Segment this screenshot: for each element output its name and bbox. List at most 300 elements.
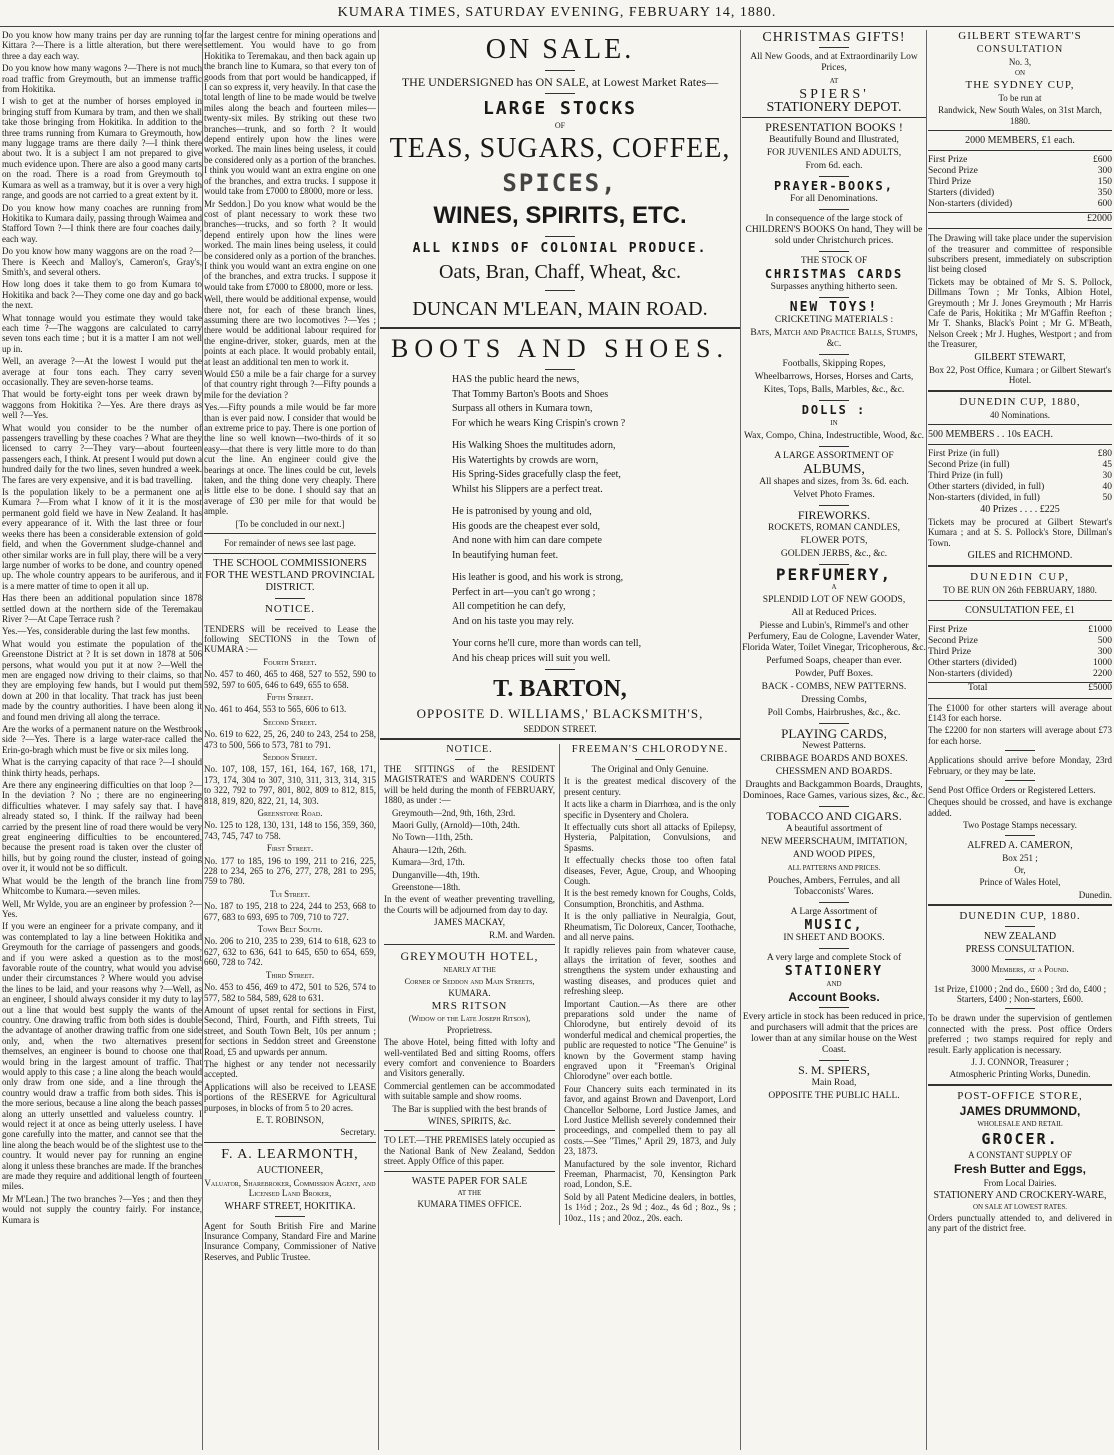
verse-line: His leather is good, and his work is strong,: [452, 572, 624, 583]
notice-heading: NOTICE.: [264, 602, 316, 615]
large-stocks: LARGE STOCKS: [482, 98, 638, 119]
prize-row: [928, 166, 1112, 177]
paragraph: It is the greatest medical discovery of the present century.: [564, 776, 736, 797]
main-road: Main Road,: [811, 1078, 857, 1088]
verse-gap: [452, 630, 740, 636]
divider: [275, 619, 305, 620]
divider: [1005, 750, 1035, 751]
learmonth-advert: [204, 1147, 376, 1262]
send-post-note: Send Post Office Orders or Registered Letters.: [928, 784, 1096, 795]
verse-line: His Watertights by crowds are worn,: [452, 454, 599, 466]
wholesale: WHOLESALE AND RETAIL: [977, 1119, 1063, 1128]
divider: [819, 446, 849, 447]
paragraph: What would you estimate the population of the Greenstone District at ? It is set down in 1878 at 506 persons, what would you put it at now ?—Well the men are engaged now driving to their claims, so that they are employing few hands, but I would put them down at 200 in that locality. That track has just been made by the country authorities. I have been along it and found men driving all along the terrace.: [2, 638, 202, 722]
paragraph: Important Caution.—As there are other preparations sold under the name of Chlorodyne, but entirely devoid of its wonderful medical and chemical properties, the public are requested to notice "The Genuine" is known by the Goverment stamp having engraved upon it "Freeman's Original Chlorodyne" over each bottle.: [564, 998, 736, 1082]
paragraph: It effectually cuts short all attacks of Epilepsy, Hysteria, Palpitation, Convulsions, and Spasms.: [564, 822, 736, 853]
cribbage: CRIBBAGE BOARDS AND BOXES.: [760, 754, 908, 764]
verse-line: His Spring-Sides gracefully clasp the feet,: [452, 469, 621, 480]
paragraph: I wish to get at the number of horses employed in bringing stuff from Kumara by tram, and then we shall take those bringing from Hokitika. In addition to the three trams running from Kumara to Greymouth, how many luggage trams are there daily ?—I think there about two. It is a subject I am not prepared to give much evidence upon. There are also a good many carts on the road. There is a road from Greymouth to Kumara as well as a tramway, but it is over a very high range, and goods are not carried to a great extent by it.: [2, 96, 202, 201]
at-label: AT: [829, 77, 839, 85]
advert-intro: THE UNDERSIGNED has ON SALE, at Lowest Market Rates—: [401, 75, 719, 89]
every-article: Every article in stock has been reduced in price, and purchasers will admit that the prices are lower than at any similar house on the West Coast.: [742, 1012, 926, 1055]
consult-no: No. 3,: [1008, 57, 1032, 67]
lowest-rates: ON SALE AT LOWEST RATES.: [972, 1202, 1068, 1211]
stationery-depot: STATIONERY DEPOT.: [766, 100, 902, 115]
tobacco: TOBACCO AND CIGARS.: [766, 809, 902, 823]
weather-note: In the event of weather preventing travelling, the Courts will be adjourned from day to day.: [384, 894, 555, 915]
prize-value: 40: [1102, 481, 1112, 492]
soaps: Perfumed Soaps, cheaper than ever.: [766, 656, 902, 666]
signature: GILES and RICHMOND.: [967, 550, 1073, 562]
prize-label: Second Prize (in full): [928, 459, 1010, 470]
crockery: STATIONERY AND CROCKERY-WARE,: [933, 1189, 1107, 1201]
tender-intro: TENDERS will be received to Lease the following SECTIONS in the Town of KUMARA :—: [204, 623, 376, 655]
paragraph: Well, an average ?—At the lowest I would put the average at four tons each. They carry seven occasionally. They are seven-horse teams.: [2, 356, 202, 387]
prize-label: Second Prize: [928, 635, 978, 646]
paragraph: Is the population likely to be a permanent one at Kumara ?—From what I know of it it is the most permanent gold field we have in New Zealand. It has every appearance of it. With the last three or four weeks there has been a considerable extension of gold field, and when the Government sludge-channel and other similar works are in full play, there will be a very large number of works to be done, and country opened up. The whole country appears to be auriferous, and it is a mere matter of time to open it all up.: [2, 487, 202, 591]
consult-title: GILBERT STEWART'S: [958, 30, 1082, 42]
hotel-corner: Corner of Seddon and Main Streets,: [404, 976, 535, 987]
signature-role: Secretary.: [340, 1127, 376, 1138]
prize-label: First Prize (in full): [928, 448, 999, 459]
paragraph: Applications will also be received to LEASE portions of the RESERVE for Agricultural purposes, in blocks of from 5 to 20 acres.: [204, 1081, 376, 1113]
street-name: Second Street.: [263, 716, 317, 727]
verse-gap: [452, 498, 740, 504]
box-number: Box 251 ;: [1002, 852, 1038, 863]
divider: [1005, 780, 1035, 781]
street-name: Seddon Street.: [262, 751, 318, 762]
verse-line: That Tommy Barton's Boots and Shoes: [452, 388, 609, 400]
divider: [545, 669, 575, 670]
prize-row: [928, 658, 1112, 669]
signature: ALFRED A. CAMERON,: [967, 839, 1073, 851]
prize-total-row: [928, 682, 1112, 694]
street-name: Town Belt South.: [257, 924, 323, 935]
account-books: Account Books.: [788, 990, 880, 1004]
prize-table: [928, 155, 1112, 224]
column-rule: [202, 30, 203, 1450]
barton-verse: [380, 374, 740, 665]
prize-value: £600: [1093, 155, 1112, 166]
members: 2000 MEMBERS, £1 each.: [965, 135, 1075, 147]
column-5-consultations: [928, 30, 1112, 1450]
paragraph: What would be the length of the branch line from Whitcombe to Kumara.—seven miles.: [2, 875, 202, 897]
butter-eggs: Fresh Butter and Eggs,: [953, 1161, 1087, 1176]
paragraph: Mr M'Lean.] The two branches ?—Yes ; and then they would not supply the country fairly. For instance, Kumara is: [2, 1193, 202, 1225]
divider: [819, 948, 849, 949]
teas-line: TEAS, SUGARS, COFFEE,: [389, 133, 731, 164]
tender-body: [204, 1005, 376, 1138]
verse-line: HAS the public heard the news,: [452, 374, 580, 385]
a-label: A: [831, 583, 837, 591]
stock-of: THE STOCK OF: [800, 256, 868, 266]
prize-value: 500: [1097, 635, 1112, 646]
divider: [635, 759, 665, 760]
divider: [819, 505, 849, 506]
divider: [545, 93, 575, 94]
court-notice: [384, 744, 555, 940]
street-lots: No. 461 to 464, 553 to 565, 606 to 613.: [204, 704, 347, 715]
prize-table: [928, 625, 1112, 694]
orders-note: Orders punctually attended to, and delivered in any part of the district free.: [928, 1212, 1112, 1234]
back-combs: BACK - COMBS, NEW PATTERNS.: [761, 682, 907, 692]
bound: Beautifully Bound and Illustrated,: [769, 135, 899, 145]
applications-note: Applications should arrive before Monday, 23rd February, or they may be late.: [928, 755, 1112, 776]
divider: [928, 600, 1112, 601]
wax: Wax, Compo, China, Indestructible, Wood, &c.: [743, 431, 925, 441]
barton-street: SEDDON STREET.: [523, 724, 597, 734]
column-rule: [740, 30, 741, 1450]
divider: [1005, 979, 1035, 980]
prize-label: Non-starters (divided, in full): [928, 492, 1040, 503]
prize-row: [928, 155, 1112, 166]
fee: CONSULTATION FEE, £1: [965, 604, 1075, 616]
verse-line: And his cheap prices will suit you well.: [452, 652, 611, 664]
street-lots: No. 206 to 210, 235 to 239, 614 to 618, 623 to 627, 632 to 636, 641 to 645, 650 to 654, 659, 660, 728 to 742.: [204, 936, 376, 968]
members: 3000 Members, at a Pound.: [971, 964, 1069, 975]
owner-name: JAMES DRUMMOND,: [959, 1103, 1081, 1118]
paragraph: It acts like a charm in Diarrhœa, and is the only specific in Dysentery and Cholera.: [564, 799, 736, 820]
verse-line: And on his taste you may rely.: [452, 615, 574, 627]
hotel-near: NEARLY AT THE: [443, 966, 496, 975]
column-2: [204, 30, 376, 1450]
divider: [928, 424, 1112, 425]
draughts: Draughts and Backgammon Boards, Draughts, Dominoes, Race Games, various sizes, &c., &c.: [742, 780, 926, 801]
prize-row: [928, 460, 1112, 471]
reduced: All at Reduced Prices.: [791, 608, 877, 618]
of-label: OF: [554, 121, 566, 130]
sydney-cup: THE SYDNEY CUP,: [965, 79, 1075, 91]
verse-line: Your corns he'll cure, more than words can tell,: [452, 638, 642, 649]
advert-subtitle: AUCTIONEER,: [256, 1164, 324, 1176]
wheelbarrows: Wheelbarrows, Horses, Horses and Carts,: [754, 372, 914, 382]
paragraph: Yes.—Yes, considerable during the last few months.: [2, 626, 190, 637]
and-label: AND: [826, 980, 842, 988]
signature-role: R.M. and Warden.: [489, 929, 555, 940]
advert-body: Agent for South British Fire and Marine Insurance Company, Standard Fire and Marine Insurance Company, Commissioner of Native Reserves, and Public Trustee.: [204, 1220, 376, 1262]
duncan-mclean-advert: [380, 34, 740, 323]
divider: [819, 47, 849, 48]
freeman-title: FREEMAN'S CHLORODYNE.: [571, 744, 729, 755]
divider: [819, 400, 849, 401]
notice-intro: THE SITTINGS of the RESIDENT MAGISTRATE'S and WARDEN'S COURTS will be held during the month of FEBRUARY, 1880, as under :—: [384, 764, 555, 806]
signature: E. T. ROBINSON,: [256, 1114, 324, 1125]
waste-office: KUMARA TIMES OFFICE.: [417, 1198, 522, 1209]
paragraph: Do you know how many trains per day are running to Kittara ?—There is a little alteration, but there were three a day each way.: [2, 30, 202, 61]
paragraph: What is the carrying capacity of that race ?—I should think thirty heads, perhaps.: [2, 757, 202, 778]
childrens-books: In consequence of the large stock of CHILDREN'S BOOKS On hand, They will be sold under Christchurch prices.: [745, 214, 923, 246]
column-rule: [378, 30, 379, 1450]
assortment: A LARGE ASSORTMENT OF: [774, 451, 894, 461]
prayer-books: PRAYER-BOOKS,: [774, 179, 894, 193]
paragraph: The highest or any tender not necessarily accepted.: [204, 1058, 376, 1080]
prize-label: Third Prize (in full): [928, 470, 1003, 481]
prize-label: Other starters (divided): [928, 657, 1017, 668]
press-title: PRESS CONSULTATION.: [965, 944, 1075, 956]
paragraph: Do you know how many waggons are on the road ?—There is Keech and Malloy's, Cameron's, Gray's, Smith's, and several others.: [2, 246, 202, 277]
advert-title: F. A. LEARMONTH,: [221, 1146, 359, 1162]
boots-heading: BOOTS AND SHOES.: [391, 334, 729, 363]
prize-value: 50: [1102, 492, 1112, 503]
dunedin-cup-cameron: [928, 571, 1112, 900]
dunedin-town: Dunedin.: [1078, 889, 1112, 900]
prize-total: 40 Prizes . . . . £225: [980, 503, 1060, 515]
stationery: STATIONERY: [784, 964, 884, 979]
dolls: DOLLS :: [801, 403, 867, 417]
verse-line: All competition he can defy,: [452, 601, 566, 612]
prize-row: [928, 669, 1112, 680]
verse-line: For which he wears King Crispin's crown ?: [452, 417, 626, 429]
perfumery: PERFUMERY,: [775, 565, 893, 584]
street-lots: No. 177 to 185, 196 to 199, 211 to 216, 225, 228 to 234, 265 to 276, 277, 278, 281 to 295, 759 to 780.: [204, 855, 376, 887]
albums: ALBUMS,: [803, 462, 865, 477]
juveniles: FOR JUVENILES AND ADULTS,: [766, 148, 902, 158]
lower-adverts: [380, 744, 740, 1225]
velvet: Velvet Photo Frames.: [793, 490, 875, 500]
nominations: 40 Nominations.: [990, 409, 1050, 420]
paragraph: Has there been an additional population since 1878 settled down at the northern side of the Teremakau River ?—At Cape Terrace rush ?: [2, 593, 202, 624]
drummond-advert: [928, 1090, 1112, 1234]
paragraph: It is the only palliative in Neuralgia, Gout, Rheumatism, Tic Doloreux, Cancer, Toothache, and all nerve pains.: [564, 911, 736, 943]
surpasses: Surpasses anything hitherto seen.: [770, 282, 898, 292]
divider: [928, 620, 1112, 621]
waste-paper-advert: [384, 1176, 555, 1209]
left-lower: [380, 744, 560, 1225]
evidence-continued: [204, 30, 376, 529]
verse-gap: [452, 432, 740, 438]
poll-combs: Poll Combs, Hairbrushes, &c., &c.: [767, 708, 901, 718]
prize-value: 2200: [1093, 668, 1112, 679]
patterns: ALL PATTERNS AND PRICES.: [787, 864, 881, 872]
verse-line: Perfect in art—you can't go wrong ;: [452, 586, 596, 598]
sitting: Kumara—3rd, 17th.: [392, 857, 465, 868]
sheet: IN SHEET AND BOOKS.: [783, 933, 885, 943]
verse-gap: [452, 564, 740, 570]
large-assort: A Large Assortment of: [790, 907, 878, 917]
local-dairies: From Local Dairies.: [983, 1177, 1057, 1188]
tickets-note: Tickets may be obtained of Mr S. S. Pollock, Dillmans Town ; Mr Tonks, Albion Hotel, Greymouth ; Mr J. Jones Greymouth ; Mr Harris Cafe de Paris, Hokitika ; Mr M'Gaffin Reefton ; Mr T. Shanks, Black's Point ; Mr G. M'Beath, Nelson Creek ; Mr J. Hughes, Westport ; and from the Treasurer,: [928, 276, 1112, 350]
divider: [204, 1142, 376, 1143]
divider: [819, 354, 849, 355]
non-starters-note: The £2200 for non starters will average about £73 for each horse.: [928, 725, 1112, 746]
paragraph: That would be forty-eight tons per week drawn by waggons from Hokitika ?—Yes. Are there drays as well ?—Yes.: [2, 389, 202, 421]
paragraph: How long does it take them to go from Kumara to Hokitika and back ?—They come one day and go back the next.: [2, 279, 202, 311]
street-name: Greenstone Road.: [257, 808, 323, 818]
street-lots: No. 457 to 460, 465 to 468, 527 to 552, 590 to 592, 597 to 605, 646 to 649, 655 to 658.: [204, 669, 376, 690]
box-address: Box 22, Post Office, Kumara ; or Gilbert Stewart's Hotel.: [929, 364, 1111, 386]
masthead: KUMARA TIMES, SATURDAY EVENING, FEBRUARY 14, 1880.: [0, 0, 1114, 27]
divider: [204, 553, 376, 554]
street-lots: No. 619 to 622, 25, 26, 240 to 243, 254 to 258, 473 to 500, 566 to 573, 781 to 791.: [204, 729, 376, 750]
paragraph: What tonnage would you estimate they would take each time ?—The waggons are calculated to carry seven tons each time ; but it is a matter I am not well up in.: [2, 312, 202, 354]
column-3: [380, 30, 740, 1450]
street-lots: No. 107, 108, 157, 161, 164, 167, 168, 171, 173, 174, 304 to 307, 310, 311, 313, 314, 315 to 322, 792 to 797, 801, 802, 809 to 812, 815, 818, 819, 820, 822, 21, 14, 303.: [204, 764, 376, 806]
opposite-hall: OPPOSITE THE PUBLIC HALL.: [768, 1091, 900, 1101]
paragraph: Are there any engineering difficulties on that loop ?—In the deviation ? No ; there are no engineering difficulties whatever. I may safely say that. I have already stated so, I think. If the railway had been carried by the present line of road there would be very great engineering difficulties to be encountered, because the present road is taken over the cluster of hills, but by going round the cluster, instead of going over it, it would not be so difficult.: [2, 780, 202, 874]
divider: [1005, 959, 1035, 960]
divider: [928, 150, 1112, 151]
verse-line: In beautifying human feet.: [452, 549, 559, 561]
street-name: Fifth Street.: [266, 691, 314, 702]
drawing-note: The Drawing will take place under the supervision of the treasurer and committee of responsible subscribers present, immediately on subscription list being closed: [928, 233, 1112, 275]
divider: [819, 297, 849, 298]
wood-pipes: AND WOOD PIPES,: [793, 850, 875, 860]
cup-title: DUNEDIN CUP,: [970, 571, 1070, 584]
sitting: Ahaura—12th, 26th.: [392, 844, 467, 855]
sitting: Dunganville—4th, 19th.: [392, 869, 480, 880]
barton-name: T. BARTON,: [493, 676, 627, 702]
piesse: Piesse and Lubin's, Rimmel's and other Perfumery, Eau de Cologne, Lavender Water, Florida Water, Toilet Vinegar, Tricopherous, &c.: [742, 621, 926, 653]
divider: [204, 533, 376, 534]
greymouth-hotel: [384, 949, 555, 1126]
advert-address: WHARF STREET, HOKITIKA.: [224, 1200, 356, 1212]
dunedin-cup-giles: [928, 396, 1112, 562]
spiers-name: SPIERS': [799, 87, 869, 102]
verse-line: His goods are the cheapest ever sold,: [452, 520, 601, 532]
hotel-body: The above Hotel, being fitted with lofty and well-ventilated Bed and sitting Rooms, offers every comfort and convenience to Boarders and Visitors generally.: [384, 1037, 555, 1079]
paragraph: Mr Seddon.] Do you know what would be the cost of plant necessary to work these two branches—trucks, and so forth ? It would depend entirely upon how the lines were worked. The main lines being useless, it could be considered only as a portion of the branches. I think you would want an extra engine on one of the branches, and extra trucks. I suppose it would take from £7000 to £8000, more or less.: [204, 198, 376, 292]
paragraph: Well, Mr Wylde, you are an engineer by profession ?—Yes.: [2, 898, 202, 919]
school-commissioners-notice: [204, 558, 376, 1138]
paragraph: Manufactured by the sole inventor, Richard Freeman, Pharmacist, 70, Kensington Park road, London, S.E.: [564, 1158, 736, 1190]
prize-row: [928, 625, 1112, 636]
prize-row: [928, 449, 1112, 460]
prize-label: Non-starters (divided): [928, 668, 1013, 679]
wines-line: WINES, SPIRITS, ETC.: [433, 202, 687, 229]
members: 500 MEMBERS . . 10s EACH.: [928, 428, 1054, 440]
powder: Powder, Puff Boxes.: [794, 669, 874, 679]
advert-heading: ON SALE.: [485, 34, 635, 65]
divider: [1005, 1008, 1035, 1009]
store-name: POST-OFFICE STORE,: [957, 1089, 1083, 1102]
stamps-note: Two Postage Stamps necessary.: [963, 820, 1077, 831]
prize-value: 600: [1097, 199, 1112, 210]
rockets: ROCKETS, ROMAN CANDLES,: [768, 523, 900, 533]
gilbert-stewart-consultation: [928, 30, 1112, 386]
prize-label: Other starters (divided, in full): [928, 481, 1045, 492]
waste-at: AT THE: [457, 1188, 482, 1197]
divider: [384, 1171, 555, 1172]
constant-supply: A CONSTANT SUPPLY OF: [968, 1149, 1072, 1160]
sitting: Greymouth—2nd, 9th, 16th, 23rd.: [392, 807, 516, 818]
divider: [928, 228, 1112, 229]
divider: [1005, 835, 1035, 836]
bats: Bats, Match and Practice Balls, Stumps, &c.: [750, 328, 918, 349]
nz-label: NEW ZEALAND: [983, 931, 1057, 943]
divider: [928, 565, 1112, 567]
cheques-note: Cheques should be crossed, and have is exchange added.: [928, 797, 1112, 818]
prize-row: [928, 636, 1112, 647]
spiers-advert: [742, 32, 926, 1102]
prize-value: 300: [1097, 646, 1112, 657]
prize-row: [928, 482, 1112, 493]
printing-works: Atmospheric Printing Works, Dunedin.: [949, 1069, 1091, 1080]
total-value: £5000: [1088, 682, 1112, 693]
paragraph: What would you consider to be the number of passengers travelling by these coaches ? What are they licensed to carry ?—They vary—about fourteen passengers each, I think. At present I would put down a hundred daily for the two lines, seven hundred a week. The fares are very expensive, and it is bad travelling.: [2, 422, 202, 485]
paragraph: Four Chancery suits each terminated in its favor, and against Brown and Davenport, Lord Chancellor Selborne, Lord Justice James, and Lord Justice Mellish severely condemned their proceedings, and compelled them to pay all costs.—See "Times," April 29, 1873, and July 23, 1873.: [564, 1083, 736, 1157]
freeman-subtitle: The Original and Only Genuine.: [591, 764, 709, 774]
prize-label: Third Prize: [928, 177, 972, 188]
to-let-notice: TO LET.—THE PREMISES lately occupied as the National Bank of New Zealand, Seddon street. Apply Office of this paper.: [384, 1135, 555, 1167]
paragraph: If you were an engineer for a private company, and it was contemplated to lay a line between Hokitika and Greymouth for the carriage of passengers and goods, and if you were asked a question as to the most favorable route of the country, what would you advise under their circumstances ? Where would you advise the lines to be laid, and your reasons why ?—Well, as an engineer, I should always consider it my duty to lay out a line that would best supply the wants of the country. One drawing traffic from both sides is double the advantage of another drawing traffic from one side only, and, when the two alternatives present themselves, an engineer is bound to choose one that would bring in the largest amount of traffic. That would apply to this case ; a line along the beach would only draw from one side, and a line through the country would draw a traffic from both sides. This is the more serious, because a line along the beach passes along an utterly unsettled and valueless country. I would reject it at once as being utterly useless. I have gone carefully into the matter, and cannot see that the line along the beach would be of the slightest use to the country. It would never pay for running an engine along it unless these branches are made. If the branches are made they require and additional length of fourteen miles.: [2, 921, 202, 1192]
prize-value: 350: [1097, 188, 1112, 199]
meerschaum: NEW MEERSCHAUM, IMITATION,: [760, 837, 908, 847]
prize-row: [928, 471, 1112, 482]
prize-table: [928, 449, 1112, 504]
divider: [455, 759, 485, 760]
prize-value: £1000: [1088, 624, 1112, 635]
paragraph: It rapidly relieves pain from whatever cause, allays the irritation of fever, soothes and strengthens the system under exhausting and wasting diseases, and produces quiet and refreshing sleep.: [564, 944, 736, 997]
column-4-spiers: [742, 30, 926, 1450]
divider: [819, 902, 849, 903]
oats-line: Oats, Bran, Chaff, Wheat, &c.: [439, 261, 681, 283]
paragraph: Amount of upset rental for sections in First, Second, Third, Fourth, and Fifth streets, Tui street, and South Town Belt, 10s per annum ; for sections in Seddon street and Greenstone Road, £5 and upwards per annum.: [204, 1004, 376, 1057]
cup-title: DUNEDIN CUP, 1880.: [959, 910, 1081, 923]
verse-line: His Walking Shoes the multitudes adorn,: [452, 440, 616, 451]
on-label: ON: [1014, 69, 1026, 77]
splendid: SPLENDID LOT OF NEW GOODS,: [762, 595, 906, 605]
prize-value: 30: [1102, 470, 1112, 481]
divider: [928, 390, 1112, 392]
newest: Newest Patterns.: [802, 741, 866, 751]
divider: [928, 698, 1112, 699]
paragraph: Would £50 a mile be a fair charge for a survey of that country right through ?—Fifty pounds a mile for the deviation ?: [204, 369, 376, 400]
verse-line: And none with him can dare compete: [452, 535, 602, 546]
randwick: Randwick, New South Wales, on 31st March, 1880.: [938, 105, 1102, 126]
to-be-concluded: [To be concluded in our next.]: [235, 518, 345, 529]
prize-value: 150: [1097, 177, 1112, 188]
divider: [275, 1216, 305, 1217]
presentation-books: PRESENTATION BOOKS !: [765, 120, 903, 134]
divider: [819, 1007, 849, 1008]
hotel-town: KUMARA.: [448, 988, 491, 999]
divider: [1005, 926, 1035, 927]
waste-title: WASTE PAPER FOR SALE: [411, 1175, 528, 1187]
advertiser: DUNCAN M'LEAN, MAIN ROAD.: [412, 298, 708, 320]
signature: GILBERT STEWART,: [974, 351, 1066, 363]
xmas-gifts: CHRISTMAS GIFTS!: [762, 30, 906, 45]
prize-row: [928, 177, 1112, 188]
prize-total: £2000: [928, 212, 1112, 224]
divider: [380, 738, 740, 740]
pouches: Pouches, Ambers, Ferrules, and all Tobacconists' Wares.: [767, 876, 901, 897]
paragraph: Do you know how many coaches are running from Hokitika to Kumara daily, passing through Waimea and Stafford Town ?—I think there are four coaches daily, each way.: [2, 202, 202, 244]
street-name: Third Street.: [265, 969, 315, 980]
right-lower: [560, 744, 740, 1225]
street-list: [204, 657, 376, 1003]
in-label: IN: [830, 419, 838, 427]
divider: [819, 1060, 849, 1061]
total-label: Total: [968, 682, 988, 693]
barton-advert: [380, 333, 740, 734]
cup-title: DUNEDIN CUP, 1880,: [959, 395, 1081, 408]
news-note: For remainder of news see last page.: [224, 538, 356, 549]
divider: [545, 236, 575, 237]
paragraph: Do you know how many wagons ?—There is not much road traffic from Greymouth, but an immense traffic from Hokitika.: [2, 63, 202, 95]
tob-assort: A beautiful assortment of: [785, 824, 883, 834]
other-starters-note: The £1000 for other starters will average about £143 for each horse.: [928, 702, 1112, 723]
grocer: GROCER.: [981, 1129, 1059, 1148]
notice-heading: NOTICE.: [446, 744, 493, 755]
chessmen: CHESSMEN AND BOARDS.: [775, 767, 893, 777]
paragraph: Are the works of a permanent nature on the Westbrook side ?—Yes. There is a large water-race called the Erin-go-bragh which must be five or six miles long.: [2, 724, 202, 755]
hotel-widow: (Widow of the Late Joseph Ritson),: [408, 1014, 531, 1024]
divider: [819, 176, 849, 177]
hotel-name: GREYMOUTH HOTEL,: [400, 949, 539, 964]
barton-address: OPPOSITE D. WILLIAMS,' BLACKSMITH'S,: [416, 706, 704, 721]
column-rule: [926, 30, 927, 1450]
prize-value: 1000: [1093, 657, 1112, 668]
